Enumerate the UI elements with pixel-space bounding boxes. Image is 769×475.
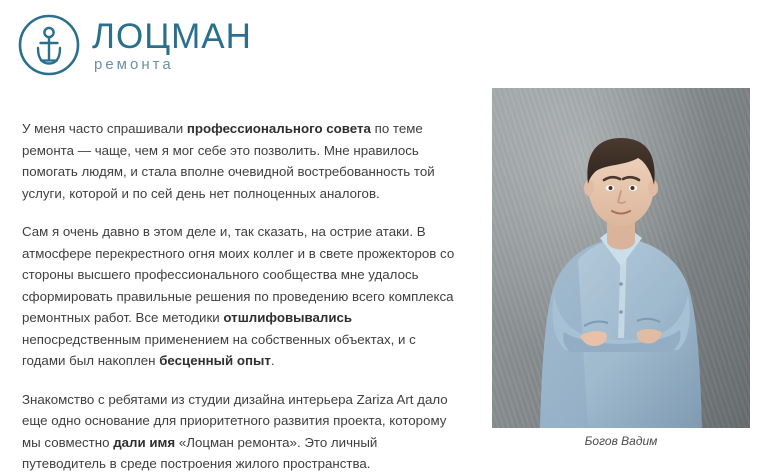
- logo-subtitle: ремонта: [94, 55, 174, 73]
- body-text: У меня часто спрашивали: [22, 121, 187, 136]
- body-text: непосредственным применением на собственных объектах, и с годами был накоплен: [22, 331, 416, 368]
- paragraph-3: [22, 389, 462, 475]
- logo-wordmark: [92, 16, 252, 73]
- body-text: Знакомство с ребятами из студии дизайна интерьера Zariza Art дало еще одно основание для приоритетного развития проекта, которому мы совместно: [22, 391, 448, 450]
- emphasis-text: дали имя: [113, 434, 176, 450]
- emphasis-text: отшлифовывались: [223, 310, 353, 325]
- portrait-photo: [492, 88, 750, 428]
- pilot-anchor-circle-icon: [18, 14, 80, 76]
- paragraph-2: [22, 221, 462, 372]
- body-text: по теме ремонта — чаще, чем я мог себе это позволить. Мне нравилось помогать людям, и стала вполне очевидной востребованность той услуги, которой и по сей день нет полноценных аналогов.: [22, 121, 435, 201]
- paragraph-1: [22, 118, 462, 204]
- logo-title: ЛОЦМАН: [92, 16, 252, 56]
- body-text: .: [270, 353, 275, 368]
- emphasis-text: профессионального совета: [186, 121, 371, 136]
- emphasis-text: бесценный опыт: [159, 353, 271, 368]
- body-text: Сам я очень давно в этом деле и, так сказать, на острие атаки. В атмосфере перекрестного огня моих коллег и в свете прожекторов со стороны высшего профессионального сообщества мне удалось сформировать правильные решения по проведению всего комплекса ремонтных работ. Все методики: [22, 224, 455, 325]
- portrait-figure: [492, 88, 750, 448]
- body-text: «Лоцман ремонта». Это личный путеводитель в среде построения жилого пространства.: [22, 434, 378, 471]
- photo-caption: Богов Вадим: [584, 434, 658, 448]
- article-body: [22, 118, 462, 475]
- site-logo[interactable]: [18, 14, 252, 76]
